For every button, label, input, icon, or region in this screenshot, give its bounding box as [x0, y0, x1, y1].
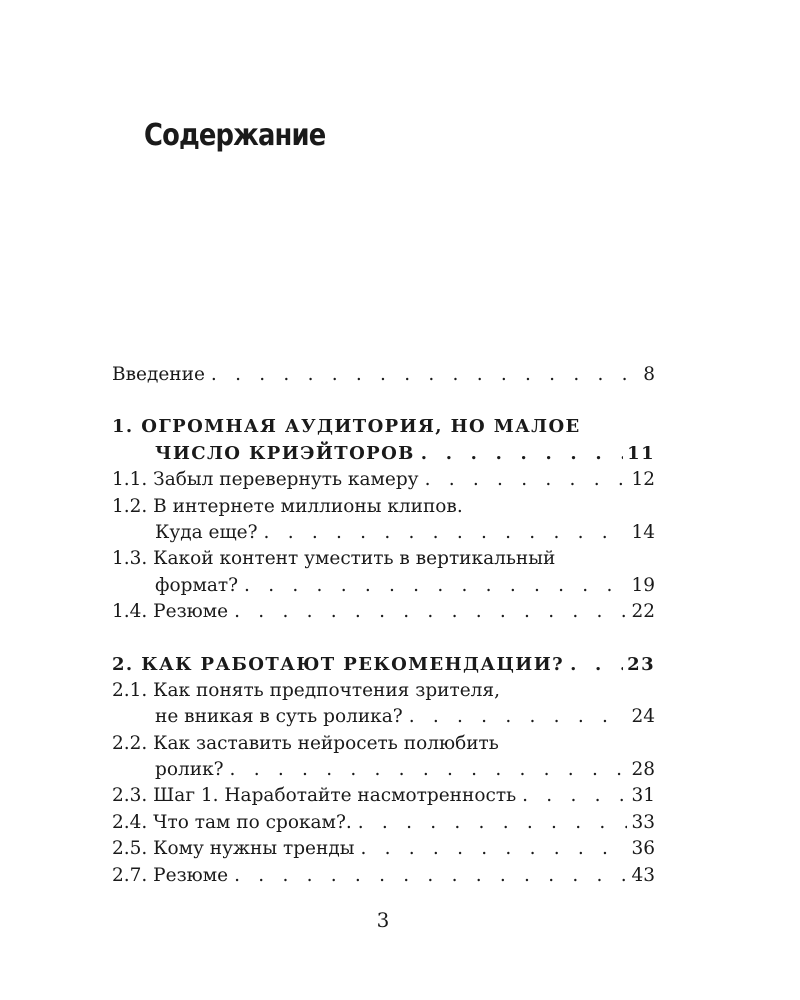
- toc-entry-title: Введение: [112, 364, 205, 385]
- toc-entry-line[interactable]: [112, 573, 655, 599]
- toc-page-number: 14: [631, 521, 655, 543]
- toc-entry-line[interactable]: [112, 863, 655, 889]
- toc-entry-title: формат?: [155, 574, 239, 596]
- dot-leader: [228, 599, 627, 625]
- toc-chapter-line[interactable]: [112, 652, 655, 678]
- toc-entry-title: 2.3. Шаг 1. Наработайте насмотренность: [112, 785, 517, 807]
- toc-entry-line[interactable]: [112, 362, 655, 388]
- toc-page-number: 23: [627, 653, 655, 675]
- page-number: 3: [376, 908, 390, 932]
- dot-leader: [415, 441, 623, 467]
- dot-leader: [258, 520, 628, 546]
- dot-leader: [403, 704, 628, 730]
- toc-entry-line[interactable]: [112, 467, 655, 493]
- toc-page-number: 24: [631, 706, 655, 728]
- dot-leader: [205, 362, 639, 388]
- toc-entry-title: 2.5. Кому нужны тренды: [112, 838, 355, 860]
- toc-entry-line[interactable]: [112, 757, 655, 783]
- dot-leader: [354, 836, 627, 862]
- toc-entry-line[interactable]: [112, 810, 655, 836]
- toc-entry-title: не вникая в суть ролика?: [155, 706, 403, 728]
- toc-page-number: 33: [631, 811, 655, 833]
- toc-entry-title: 1.4. Резюме: [112, 601, 229, 623]
- toc-page-number: 11: [627, 442, 655, 464]
- toc-page-number: 12: [631, 469, 655, 491]
- toc-entry-line[interactable]: [112, 546, 655, 572]
- toc-entry-title: 1.1. Забыл перевернуть камеру: [112, 469, 419, 491]
- toc-entry-line[interactable]: [112, 731, 655, 757]
- toc-entry-title: 2.2. Как заставить нейросеть полюбить: [112, 732, 499, 754]
- toc-entry-title: 1.3. Какой контент уместить в вертикальный: [112, 548, 556, 570]
- dot-leader: [228, 863, 627, 889]
- table-of-contents: [112, 362, 655, 889]
- dot-leader: [238, 573, 627, 599]
- toc-entry-line[interactable]: [112, 704, 655, 730]
- toc-entry-title: 2. КАК РАБОТАЮТ РЕКОМЕНДАЦИИ?: [112, 653, 565, 675]
- toc-entry-title: 2.1. Как понять предпочтения зрителя,: [112, 679, 500, 701]
- toc-entry-title: 1. ОГРОМНАЯ АУДИТОРИЯ, НО МАЛОЕ: [112, 416, 581, 438]
- toc-entry-line[interactable]: [112, 494, 655, 520]
- toc-entry-title: 1.2. В интернете миллионы клипов.: [112, 495, 463, 517]
- toc-entry-line[interactable]: [112, 783, 655, 809]
- dot-leader: [224, 757, 628, 783]
- toc-chapter-line[interactable]: [112, 414, 655, 440]
- toc-entry-title: Куда еще?: [155, 521, 258, 543]
- page-title: Содержание: [144, 118, 326, 153]
- toc-entry-line[interactable]: [112, 836, 655, 862]
- dot-leader: [516, 783, 627, 809]
- toc-page-number: 22: [631, 601, 655, 623]
- dot-leader: [564, 652, 623, 678]
- toc-entry-title: 2.4. Что там по срокам?.: [112, 811, 352, 833]
- toc-entry-line[interactable]: [112, 599, 655, 625]
- toc-page-number: 36: [631, 838, 655, 860]
- toc-page-number: 43: [631, 864, 655, 886]
- toc-page-number: 8: [643, 364, 655, 385]
- toc-entry-line[interactable]: [112, 678, 655, 704]
- toc-page-number: 19: [631, 574, 655, 596]
- toc-page-number: 28: [631, 759, 655, 781]
- dot-leader: [352, 810, 628, 836]
- toc-page-number: 31: [631, 785, 655, 807]
- toc-entry-title: ЧИСЛО КРИЭЙТОРОВ: [155, 442, 415, 464]
- toc-entry-line[interactable]: [112, 520, 655, 546]
- toc-chapter-line[interactable]: [112, 441, 655, 467]
- toc-entry-title: ролик?: [155, 759, 224, 781]
- dot-leader: [419, 467, 628, 493]
- toc-entry-title: 2.7. Резюме: [112, 864, 229, 886]
